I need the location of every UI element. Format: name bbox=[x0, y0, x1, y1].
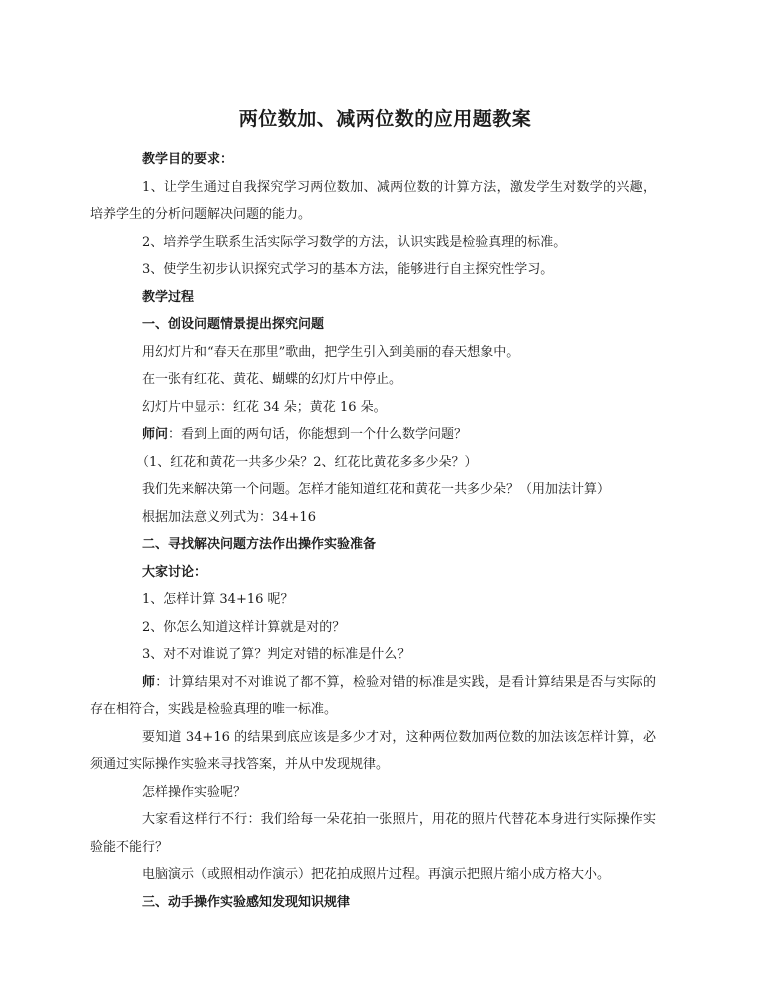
process-heading: 教学过程 bbox=[142, 289, 195, 305]
section-1-paragraph-3: 幻灯片中显示：红花 34 朵；黄花 16 朵。 bbox=[142, 399, 387, 415]
section-2-paragraph-4: 电脑演示（或照相动作演示）把花拍成照片过程。再演示把照片缩小成方格大小。 bbox=[142, 867, 611, 882]
section-1-paragraph-6: 我们先来解决第一个问题。怎样才能知道红花和黄花一共多少朵？（用加法计算） bbox=[142, 482, 611, 497]
goal-item-3: 3、使学生初步认识探究式学习的基本方法，能够进行自主探究性学习。 bbox=[142, 262, 554, 277]
section-2-paragraph-1: 要知道 34+16 的结果到底应该是多少才对，这种两位数加两位数的加法该怎样计算，必须通过实际操作实验来寻找答案，并从中发现规律。 bbox=[90, 729, 656, 772]
section-2-discussion-label: 大家讨论： bbox=[142, 564, 208, 580]
section-2-paragraph-3: 大家看这样行不行：我们给每一朵花拍一张照片，用花的照片代替花本身进行实际操作实验能不能行？ bbox=[90, 812, 656, 855]
section-2-question-3: 3、对不对谁说了算？判定对错的标准是什么？ bbox=[142, 647, 411, 662]
teacher-answer-text: ：计算结果对不对谁说了都不算，检验对错的标准是实践，是看计算结果是否与实际的存在相符合，实践是检验真理的唯一标准。 bbox=[90, 674, 656, 717]
document-title: 两位数加、减两位数的应用题教案 bbox=[238, 108, 532, 130]
teacher-answer-label: 师 bbox=[142, 674, 156, 690]
section-3-heading: 三、动手操作实验感知发现知识规律 bbox=[142, 894, 351, 910]
section-2-paragraph-2: 怎样操作实验呢？ bbox=[142, 784, 247, 800]
section-1-paragraph-2: 在一张有红花、黄花、蝴蝶的幻灯片中停止。 bbox=[142, 372, 403, 387]
section-1-teacher-question bbox=[116, 421, 656, 449]
section-2-heading: 二、寻找解决问题方法作出操作实验准备 bbox=[142, 537, 377, 552]
document-body bbox=[90, 146, 656, 916]
goal-item-1: 1、让学生通过自我探究学习两位数加、减两位数的计算方法，激发学生对数学的兴趣，培养学生的分析问题解决问题的能力。 bbox=[90, 179, 656, 222]
goals-heading: 教学目的要求： bbox=[142, 152, 234, 167]
teacher-question-label: 师问 bbox=[142, 427, 169, 442]
section-2-question-2: 2、你怎么知道这样计算就是对的？ bbox=[142, 619, 346, 635]
goal-item-2: 2、培养学生联系生活实际学习数学的方法，认识实践是检验真理的标准。 bbox=[142, 234, 567, 250]
section-1-paragraph-5: （1、红花和黄花一共多少朵？2、红花比黄花多多少朵？） bbox=[136, 454, 478, 470]
section-1-paragraph-7: 根据加法意义列式为：34+16 bbox=[142, 509, 316, 525]
section-1-paragraph-1: 用幻灯片和“春天在那里”歌曲，把学生引入到美丽的春天想象中。 bbox=[142, 344, 520, 360]
section-2-teacher-answer bbox=[90, 669, 656, 724]
section-1-heading: 一、创设问题情景提出探究问题 bbox=[142, 317, 325, 332]
teacher-question-text: ：看到上面的两句话，你能想到一个什么数学问题？ bbox=[168, 427, 468, 442]
section-2-question-1: 1、怎样计算 34+16 呢？ bbox=[142, 592, 294, 607]
